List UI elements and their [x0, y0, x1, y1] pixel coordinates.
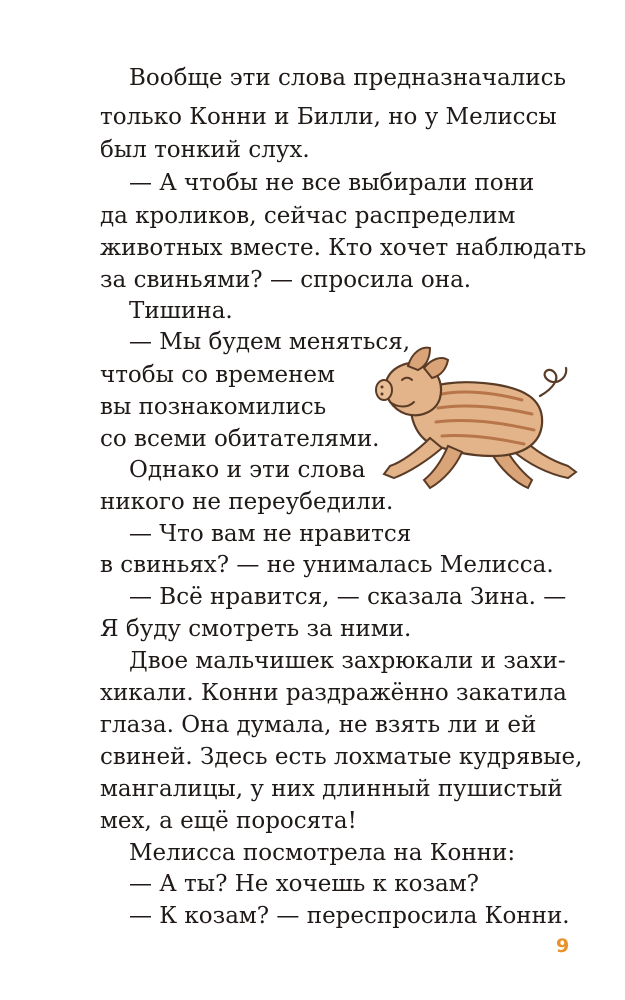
- text-line-14: никого не переубедили.: [100, 489, 394, 515]
- text-line-16: в свиньях? — не унималась Мелисса.: [100, 552, 554, 578]
- text-line-2: только Конни и Билли, но у Мелиссы: [100, 104, 557, 130]
- text-line-21: глаза. Она думала, не взять ли и ей: [100, 712, 537, 738]
- text-line-3: был тонкий слух.: [100, 137, 310, 163]
- text-line-11: вы познакомились: [100, 394, 327, 420]
- text-line-10: чтобы со временем: [100, 362, 335, 388]
- text-line-27: — К козам? — переспросила Конни.: [129, 903, 570, 929]
- text-line-24: мех, а ещё поросята!: [100, 808, 357, 834]
- page-number: 9: [556, 935, 570, 957]
- text-line-18: Я буду смотреть за ними.: [100, 616, 412, 642]
- text-line-6: животных вместе. Кто хочет наблюдать: [100, 235, 587, 261]
- text-line-15: — Что вам не нравится: [129, 521, 412, 547]
- text-line-19: Двое мальчишек захрюкали и захи-: [129, 648, 566, 674]
- text-line-25: Мелисса посмотрела на Конни:: [129, 840, 516, 866]
- text-line-26: — А ты? Не хочешь к козам?: [129, 871, 479, 897]
- pig-illustration: [372, 338, 604, 500]
- text-line-20: хикали. Конни раздражённо закатила: [100, 680, 567, 706]
- text-line-5: да кроликов, сейчас распределим: [100, 203, 516, 229]
- text-line-4: — А чтобы не все выбирали пони: [129, 170, 535, 196]
- text-line-12: со всеми обитателями.: [100, 426, 380, 452]
- text-line-9: — Мы будем меняться,: [129, 329, 411, 355]
- text-line-17: — Всё нравится, — сказала Зина. —: [129, 584, 567, 610]
- text-line-7: за свиньями? — спросила она.: [100, 267, 472, 293]
- text-line-8: Тишина.: [129, 298, 233, 324]
- text-line-23: мангалицы, у них длинный пушистый: [100, 776, 563, 802]
- text-line-22: свиней. Здесь есть лохматые кудрявые,: [100, 744, 583, 770]
- text-line-13: Однако и эти слова: [129, 457, 366, 483]
- text-line-1: Вообще эти слова предназначались: [129, 65, 567, 91]
